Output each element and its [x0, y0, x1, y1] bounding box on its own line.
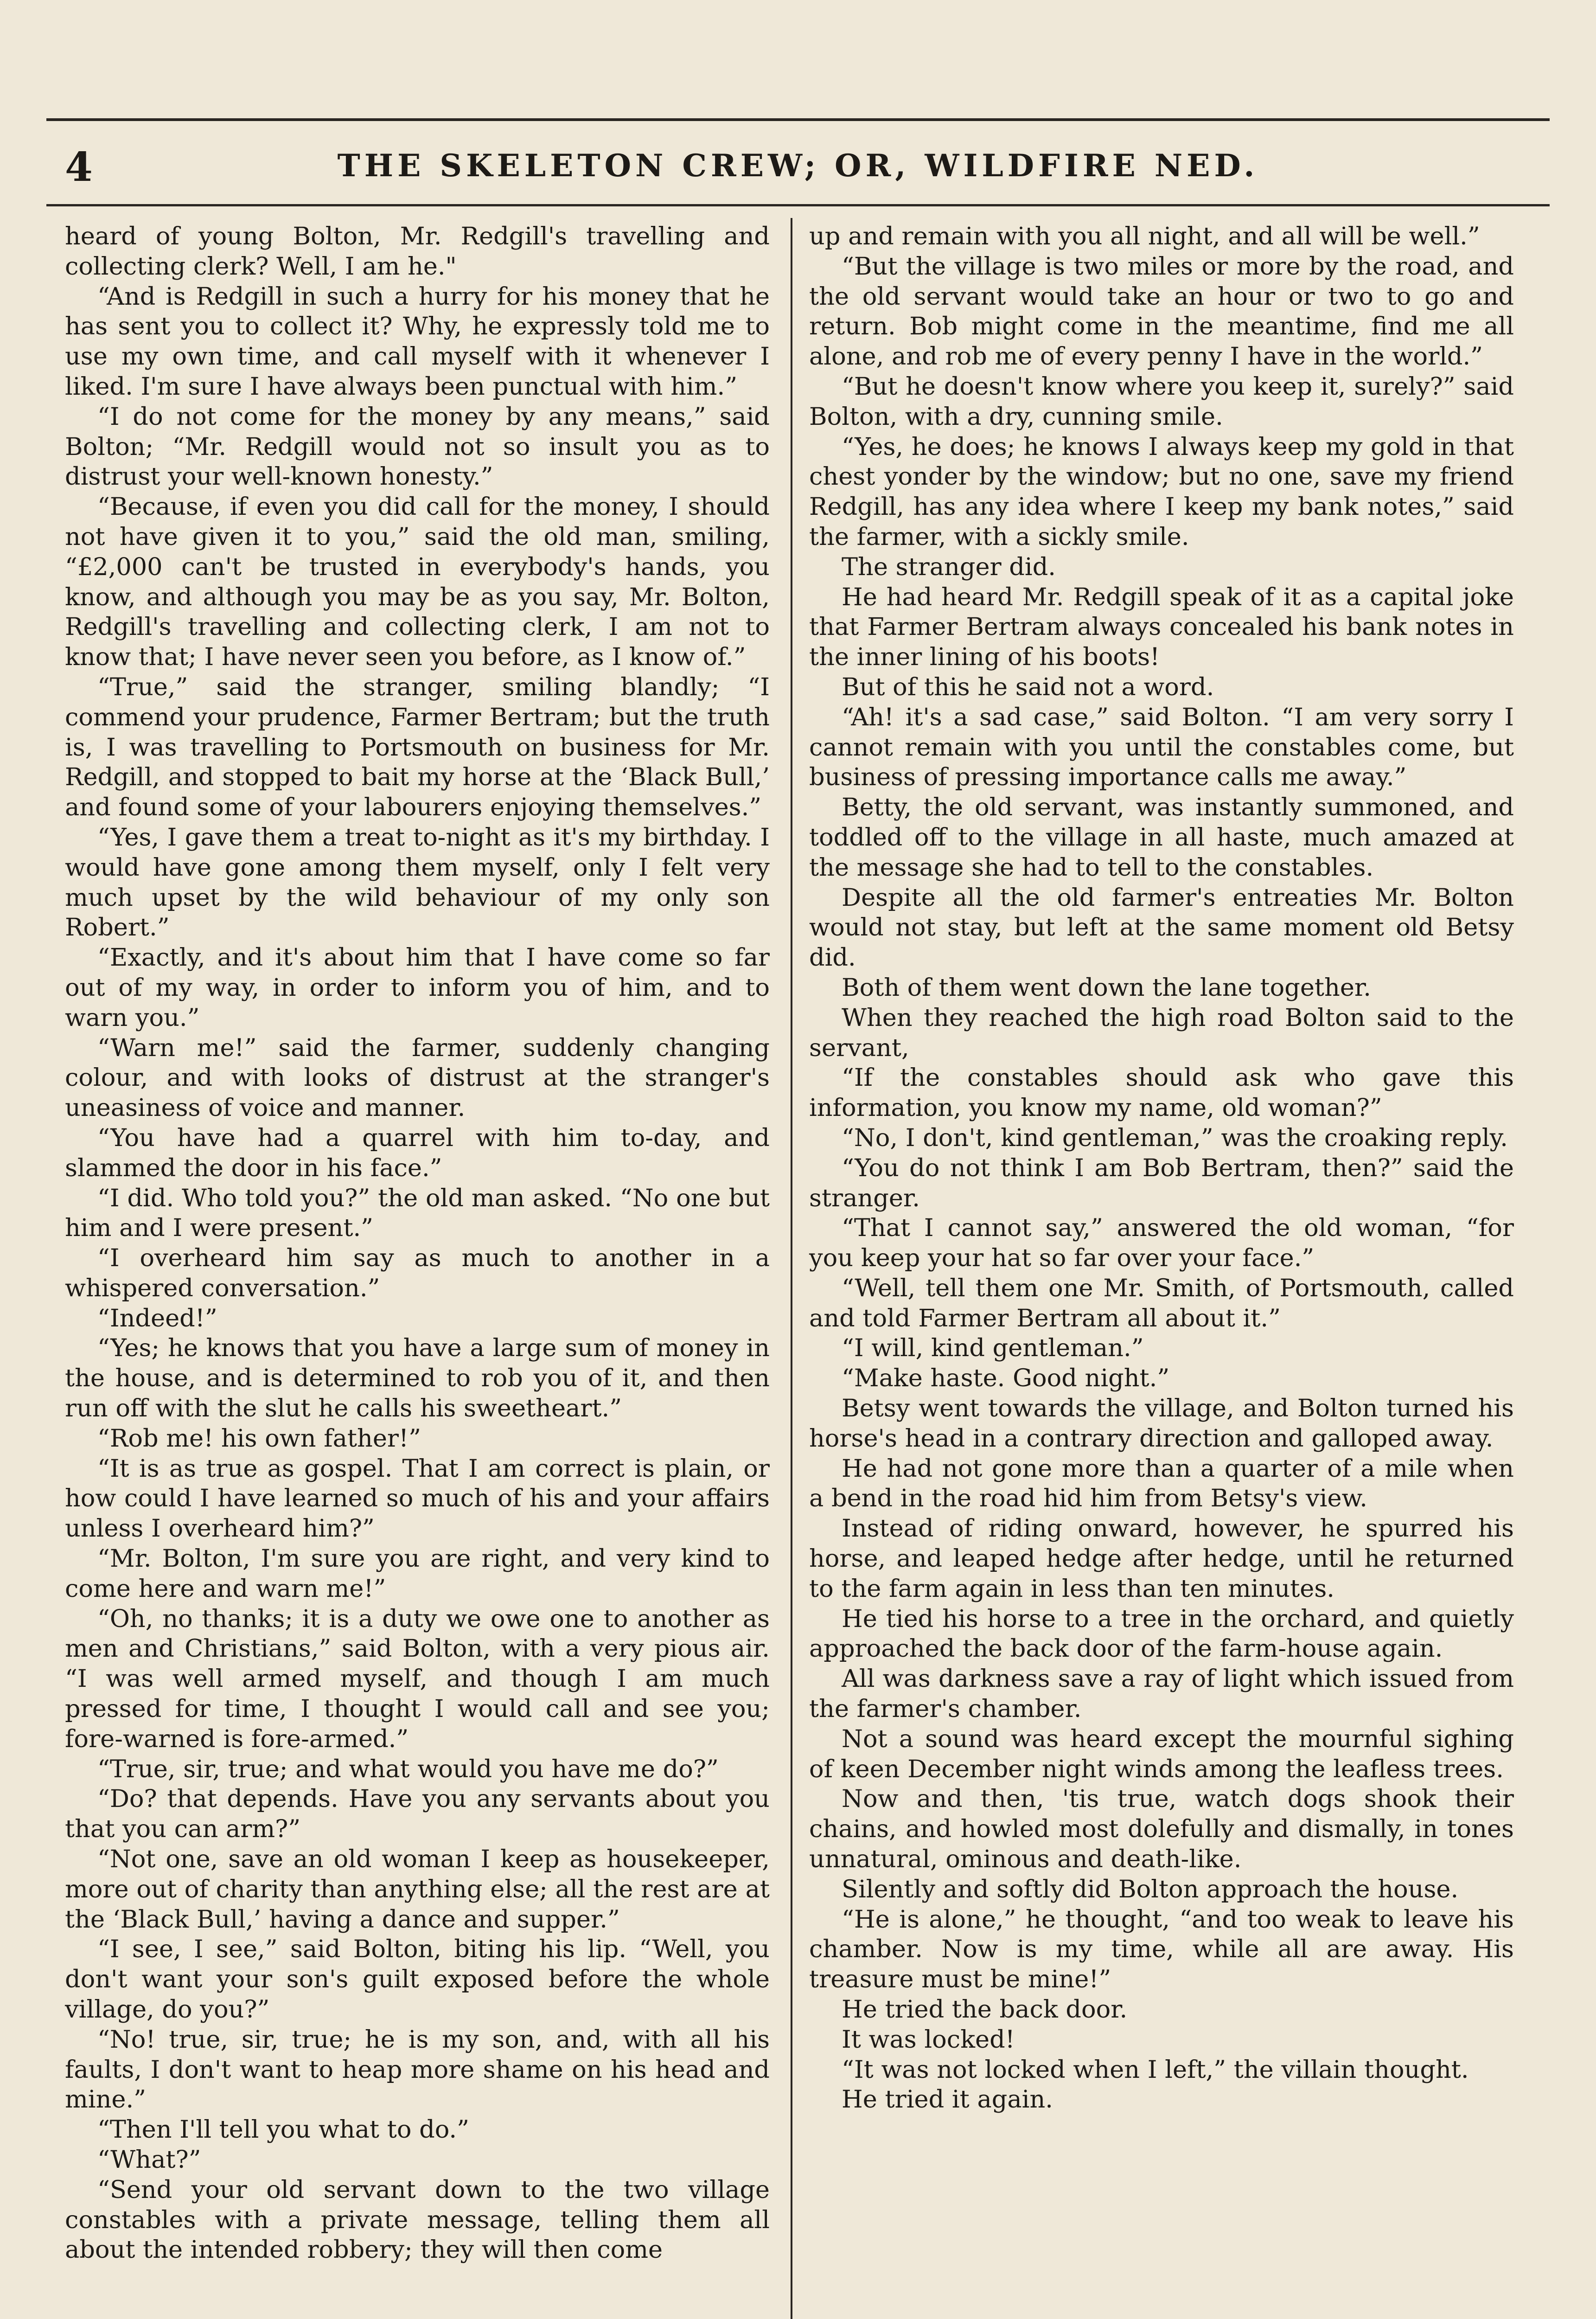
paragraph: up and remain with you all night, and all will be well.”: [809, 222, 1480, 250]
paragraph: “You do not think I am Bob Bertram, then?” said the stranger.: [809, 1153, 1514, 1212]
paragraph: He tried the back door.: [842, 1995, 1128, 2024]
paragraph: “I did. Who told you?” the old man asked. “No one but him and I were present.”: [65, 1184, 770, 1243]
paragraph: He had heard Mr. Redgill speak of it as a capital joke that Farmer Bertram always concealed his bank notes in the inner lining of his boots!: [809, 583, 1514, 672]
paragraph: “You have had a quarrel with him to-day, and slammed the door in his face.”: [65, 1123, 770, 1182]
paragraph: “What?”: [97, 2146, 201, 2174]
paragraph: “Rob me! his own father!”: [97, 1424, 421, 1453]
running-title: THE SKELETON CREW; OR, WILDFIRE NED.: [337, 147, 1259, 184]
paragraph: heard of young Bolton, Mr. Redgill's travelling and collecting clerk? Well, I am he.": [65, 222, 770, 281]
paragraph: The stranger did.: [842, 552, 1056, 581]
paragraph: Betsy went towards the village, and Bolton turned his horse's head in a contrary direction and galloped away.: [809, 1394, 1514, 1453]
paragraph: “He is alone,” he thought, “and too weak to leave his chamber. Now is my time, while all are away. His treasure must be mine!”: [809, 1905, 1514, 1994]
paragraph: “I will, kind gentleman.”: [842, 1334, 1144, 1363]
paragraph: “I see, I see,” said Bolton, biting his lip. “Well, you don't want your son's guilt exposed before the whole village, do you?”: [65, 1935, 770, 2024]
paragraph: “Indeed!”: [97, 1304, 217, 1332]
paragraph: “Then I'll tell you what to do.”: [97, 2115, 469, 2144]
paragraph: Despite all the old farmer's entreaties Mr. Bolton would not stay, but left at the same moment old Betsy did.: [809, 883, 1514, 972]
paragraph: “And is Redgill in such a hurry for his money that he has sent you to collect it? Why, he expressly told me to use my own time, and call myself with it whenever I liked. I'm sure I have always been punctual with him.”: [65, 282, 770, 401]
paragraph: “Mr. Bolton, I'm sure you are right, and very kind to come here and warn me!”: [65, 1544, 770, 1603]
paragraph: “Ah! it's a sad case,” said Bolton. “I am very sorry I cannot remain with you until the constables come, but business of pressing importance calls me away.”: [809, 703, 1514, 792]
paragraph: “Yes, he does; he knows I always keep my gold in that chest yonder by the window; but no one, save my friend Redgill, has any idea where I keep my bank notes,” said the farmer, with a sickly smile.: [809, 432, 1514, 551]
paragraph: “I overheard him say as much to another in a whispered conversation.”: [65, 1244, 770, 1302]
paragraph: “Warn me!” said the farmer, suddenly changing colour, and with looks of distrust at the stranger's uneasiness of voice and manner.: [65, 1033, 770, 1122]
page-number: 4: [65, 144, 93, 191]
paragraph: “Yes; he knows that you have a large sum of money in the house, and is determined to rob you of it, and then run off with the slut he calls his sweetheart.”: [65, 1334, 770, 1423]
paragraph: “But the village is two miles or more by the road, and the old servant would take an hour or two to go and return. Bob might come in the meantime, find me all alone, and rob me of every penny I have in the world.”: [809, 252, 1514, 371]
paragraph: “That I cannot say,” answered the old woman, “for you keep your hat so far over your face.”: [809, 1214, 1514, 1273]
paragraph: “No! true, sir, true; he is my son, and, with all his faults, I don't want to heap more shame on his head and mine.”: [65, 2025, 770, 2114]
paragraph: It was locked!: [842, 2025, 1015, 2054]
paragraph: Instead of riding onward, however, he spurred his horse, and leaped hedge after hedge, until he returned to the farm again in less than ten minutes.: [809, 1514, 1514, 1603]
paragraph: “If the constables should ask who gave this information, you know my name, old woman?”: [809, 1063, 1514, 1122]
paragraph: “It is as true as gospel. That I am correct is plain, or how could I have learned so much of his and your affairs unless I overheard him?”: [65, 1454, 770, 1543]
paragraph: “Well, tell them one Mr. Smith, of Portsmouth, called and told Farmer Bertram all about it.”: [809, 1274, 1514, 1332]
column-divider: [791, 218, 792, 2319]
paragraph: “But he doesn't know where you keep it, surely?” said Bolton, with a dry, cunning smile.: [809, 372, 1514, 431]
right-column: [809, 222, 1514, 2115]
paragraph: He had not gone more than a quarter of a mile when a bend in the road hid him from Betsy's view.: [809, 1454, 1514, 1513]
paragraph: “Oh, no thanks; it is a duty we owe one to another as men and Christians,” said Bolton, with a very pious air. “I was well armed myself, and though I am much pressed for time, I thought I would call and see you; fore-warned is fore-armed.”: [65, 1604, 770, 1753]
paragraph: Not a sound was heard except the mournful sighing of keen December night winds among the leafless trees.: [809, 1724, 1514, 1783]
paragraph: “Do? that depends. Have you any servants about you that you can arm?”: [65, 1785, 770, 1844]
header-rule: [46, 204, 1550, 206]
paragraph: “I do not come for the money by any means,” said Bolton; “Mr. Redgill would not so insult you as to distrust your well-known honesty.”: [65, 402, 770, 491]
paragraph: But of this he said not a word.: [842, 673, 1214, 701]
paragraph: Now and then, 'tis true, watch dogs shook their chains, and howled most dolefully and dismally, in tones unnatural, ominous and death-like.: [809, 1785, 1514, 1874]
paragraph: “Send your old servant down to the two village constables with a private message, telling them all about the intended robbery; they will then come: [65, 2175, 770, 2264]
paragraph: “It was not locked when I left,” the villain thought.: [842, 2055, 1469, 2084]
paragraph: “No, I don't, kind gentleman,” was the croaking reply.: [842, 1123, 1508, 1152]
paragraph: “True,” said the stranger, smiling blandly; “I commend your prudence, Farmer Bertram; but the truth is, I was travelling to Portsmouth on business for Mr. Redgill, and stopped to bait my horse at the ‘Black Bull,’ and found some of your labourers enjoying themselves.”: [65, 673, 770, 822]
paragraph: Betty, the old servant, was instantly summoned, and toddled off to the village in all haste, much amazed at the message she had to tell to the constables.: [809, 793, 1514, 882]
paragraph: When they reached the high road Bolton said to the servant,: [809, 1003, 1514, 1062]
top-rule: [46, 118, 1550, 121]
page-header: [46, 139, 1550, 190]
left-column: [65, 222, 770, 2265]
paragraph: “Make haste. Good night.”: [842, 1364, 1170, 1393]
paragraph: “Not one, save an old woman I keep as housekeeper, more out of charity than anything else; all the rest are at the ‘Black Bull,’ having a dance and supper.”: [65, 1845, 770, 1934]
paragraph: Both of them went down the lane together.: [842, 973, 1371, 1002]
paragraph: “True, sir, true; and what would you have me do?”: [97, 1755, 719, 1783]
paragraph: “Yes, I gave them a treat to-night as it's my birthday. I would have gone among them myself, only I felt very much upset by the wild behaviour of my only son Robert.”: [65, 823, 770, 942]
paragraph: “Exactly, and it's about him that I have come so far out of my way, in order to inform you of him, and to warn you.”: [65, 943, 770, 1032]
paragraph: He tied his horse to a tree in the orchard, and quietly approached the back door of the farm-house again.: [809, 1604, 1514, 1663]
paragraph: He tried it again.: [842, 2085, 1053, 2114]
paragraph: All was darkness save a ray of light which issued from the farmer's chamber.: [809, 1665, 1514, 1723]
paragraph: “Because, if even you did call for the money, I should not have given it to you,” said the old man, smiling, “£2,000 can't be trusted in everybody's hands, you know, and although you may be as you say, Mr. Bolton, Redgill's travelling and collecting clerk, I am not to know that; I have never seen you before, as I know of.”: [65, 493, 770, 672]
paragraph: Silently and softly did Bolton approach the house.: [842, 1875, 1459, 1903]
